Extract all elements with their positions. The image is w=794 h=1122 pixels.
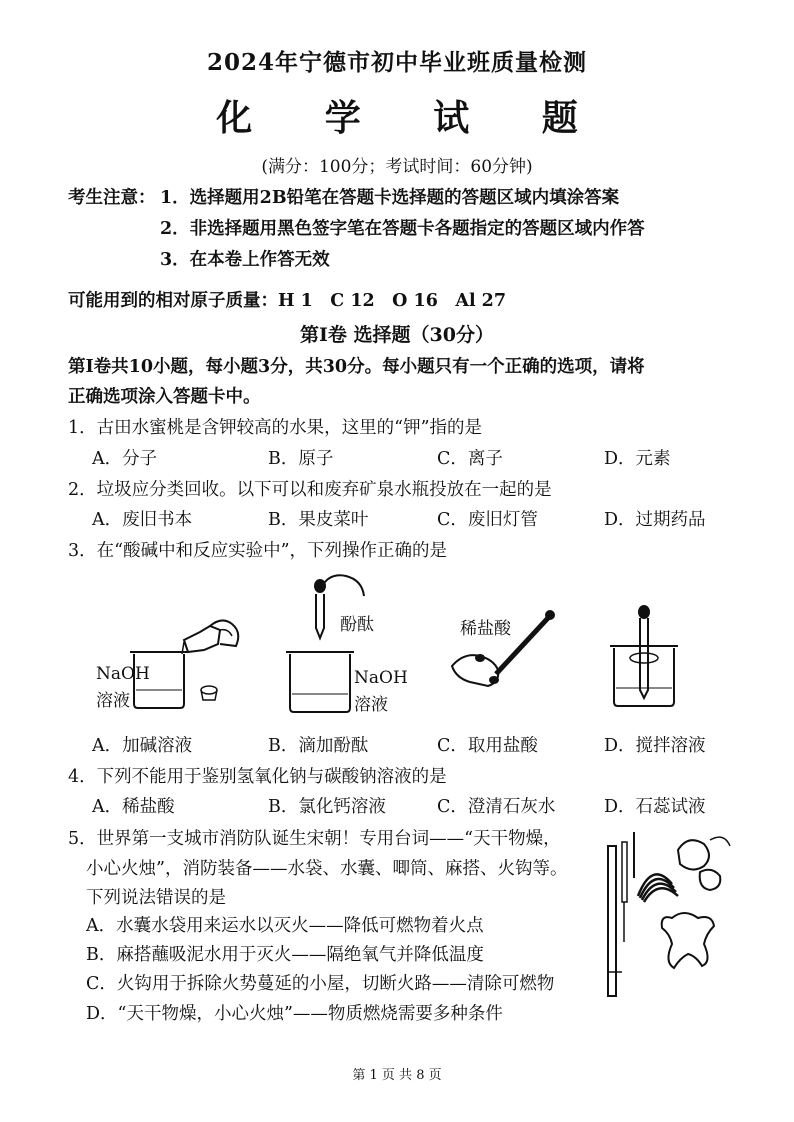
q4-option-c: C．澄清石灰水 bbox=[437, 797, 556, 817]
q3-stem: 3．在“酸碱中和反应实验中”，下列操作正确的是 bbox=[68, 541, 448, 561]
exam-info: (满分：100分；考试时间：60分钟) bbox=[261, 157, 533, 177]
notice-label: 考生注意： bbox=[68, 188, 156, 208]
q5-stem-line-3: 下列说法错误的是 bbox=[86, 888, 226, 908]
q5-option-d: D．“天干物燥，小心火烛”——物质燃烧需要多种条件 bbox=[86, 1004, 503, 1024]
q4-option-d: D．石蕊试液 bbox=[604, 797, 706, 817]
q3-option-c: C．取用盐酸 bbox=[437, 736, 538, 756]
q3-option-a: A．加碱溶液 bbox=[92, 736, 193, 756]
q2-option-a: A．废旧书本 bbox=[92, 510, 193, 530]
q1-stem: 1．古田水蜜桃是含钾较高的水果，这里的“钾”指的是 bbox=[68, 418, 483, 438]
q4-option-b: B．氯化钙溶液 bbox=[268, 797, 386, 817]
figure-firefighting-tools bbox=[600, 822, 750, 1022]
q5-stem-line-2: 小心火烛”，消防装备——水袋、水囊、唧筒、麻搭、火钩等。 bbox=[86, 859, 568, 879]
q5-option-b: B．麻搭蘸吸泥水用于灭火——隔绝氧气并降低温度 bbox=[86, 945, 484, 965]
section-instruction-1: 第Ⅰ卷共10小题，每小题3分，共30分。每小题只有一个正确的选项，请将 bbox=[68, 357, 645, 377]
page-footer: 第 1 页 共 8 页 bbox=[352, 1068, 442, 1083]
q2-option-b: B．果皮菜叶 bbox=[268, 510, 369, 530]
q2-option-d: D．过期药品 bbox=[604, 510, 706, 530]
atomic-mass: 可能用到的相对原子质量：H 1 C 12 O 16 Al 27 bbox=[68, 291, 507, 311]
q2-stem: 2．垃圾应分类回收。以下可以和废弃矿泉水瓶投放在一起的是 bbox=[68, 480, 552, 500]
q2-option-c: C．废旧灯管 bbox=[437, 510, 538, 530]
q3-option-b: B．滴加酚酞 bbox=[268, 736, 369, 756]
exam-title: 2024年宁德市初中毕业班质量检测 bbox=[206, 49, 587, 76]
q1-option-c: C．离子 bbox=[437, 449, 503, 469]
fig-b-label-solution: 溶液 bbox=[354, 695, 388, 715]
notice-item-2: 2．非选择题用黑色签字笔在答题卡各题指定的答题区域内作答 bbox=[160, 219, 645, 239]
fig-a-label-solution: 溶液 bbox=[96, 691, 130, 711]
fig-b-label-naoh: NaOH bbox=[354, 668, 408, 688]
fig-c-label-hcl: 稀盐酸 bbox=[460, 619, 511, 639]
fig-a-label-naoh: NaOH bbox=[96, 664, 150, 684]
fig-b-label-phenolphthalein: 酚酞 bbox=[340, 615, 374, 635]
q4-stem: 4．下列不能用于鉴别氢氧化钠与碳酸钠溶液的是 bbox=[68, 767, 447, 787]
q4-option-a: A．稀盐酸 bbox=[92, 797, 175, 817]
q3-option-d: D．搅拌溶液 bbox=[604, 736, 706, 756]
section-instruction-2: 正确选项涂入答题卡中。 bbox=[68, 387, 261, 407]
figure-d-stirring bbox=[606, 602, 686, 712]
notice-item-1: 1．选择题用2B铅笔在答题卡选择题的答题区域内填涂答案 bbox=[160, 188, 620, 208]
q1-option-a: A．分子 bbox=[92, 449, 158, 469]
section-title: 第Ⅰ卷 选择题（30分） bbox=[300, 324, 494, 346]
subject-title: 化 学 试 题 bbox=[216, 97, 608, 139]
notice-item-3: 3．在本卷上作答无效 bbox=[160, 250, 330, 270]
q5-option-c: C．火钩用于拆除火势蔓延的小屋，切断火路——清除可燃物 bbox=[86, 974, 555, 994]
q5-option-a: A．水囊水袋用来运水以灭火——降低可燃物着火点 bbox=[86, 916, 484, 936]
q1-option-b: B．原子 bbox=[268, 449, 334, 469]
q1-option-d: D．元素 bbox=[604, 449, 671, 469]
figure-c-hand-dropper bbox=[446, 604, 566, 704]
q5-stem-line-1: 5．世界第一支城市消防队诞生宋朝！专用台词——“天干物燥， bbox=[68, 829, 561, 849]
